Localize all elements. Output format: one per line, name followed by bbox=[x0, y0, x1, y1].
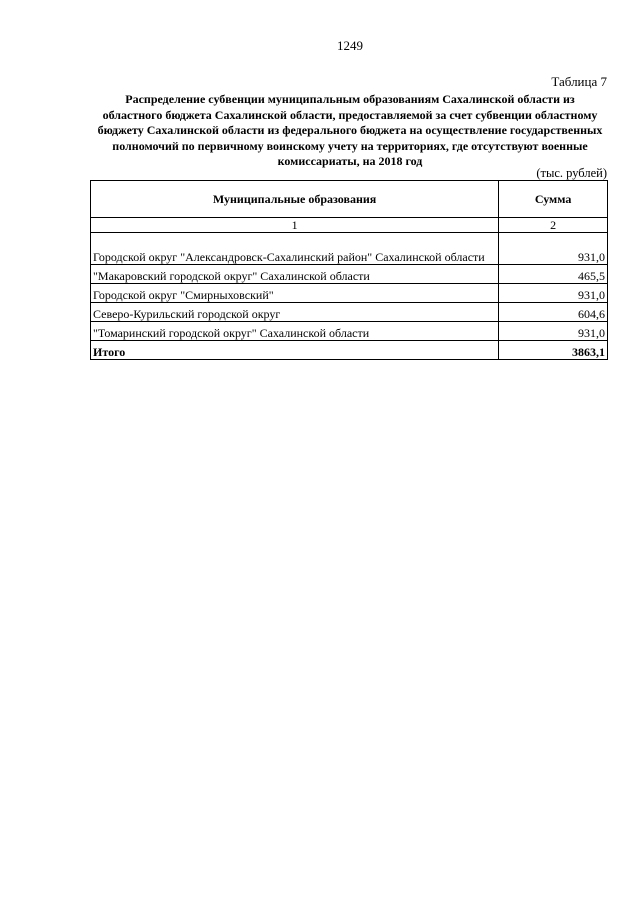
municipality-name: Городской округ "Александровск-Сахалинский район" Сахалинской области bbox=[91, 233, 499, 265]
table-row bbox=[91, 265, 608, 284]
total-sum: 3863,1 bbox=[499, 341, 608, 360]
header-municipality: Муниципальные образования bbox=[91, 181, 499, 218]
municipality-name: "Макаровский городской округ" Сахалинской области bbox=[91, 265, 499, 284]
header-sum: Сумма bbox=[499, 181, 608, 218]
units-label: (тыс. рублей) bbox=[536, 166, 607, 180]
table-row bbox=[91, 284, 608, 303]
column-number-row bbox=[91, 218, 608, 233]
table-label: Таблица 7 bbox=[551, 74, 607, 89]
municipality-name: Городской округ "Смирныховский" bbox=[91, 284, 499, 303]
sum-value: 465,5 bbox=[499, 265, 608, 284]
distribution-table bbox=[90, 180, 608, 360]
municipality-name: "Томаринский городской округ" Сахалинской области bbox=[91, 322, 499, 341]
column-number: 2 bbox=[499, 218, 608, 233]
table-row bbox=[91, 322, 608, 341]
column-number: 1 bbox=[91, 218, 499, 233]
total-label: Итого bbox=[91, 341, 499, 360]
table-row bbox=[91, 303, 608, 322]
table-row bbox=[91, 233, 608, 265]
table-header-row bbox=[91, 181, 608, 218]
municipality-name: Северо-Курильский городской округ bbox=[91, 303, 499, 322]
document-title: Распределение субвенции муниципальным образованиям Сахалинской области из областного бюджета Сахалинской области, предоставляемой за счет субвенции областному бюджету Сахалинской области из федерального бюджета на осуществление государственных полномочий по первичному воинскому учету на территориях, где отсутствуют военные комиссариаты, на 2018 год bbox=[97, 92, 603, 168]
page-number: 1249 bbox=[337, 38, 363, 53]
sum-value: 931,0 bbox=[499, 284, 608, 303]
sum-value: 931,0 bbox=[499, 233, 608, 265]
sum-value: 931,0 bbox=[499, 322, 608, 341]
total-row bbox=[91, 341, 608, 360]
sum-value: 604,6 bbox=[499, 303, 608, 322]
